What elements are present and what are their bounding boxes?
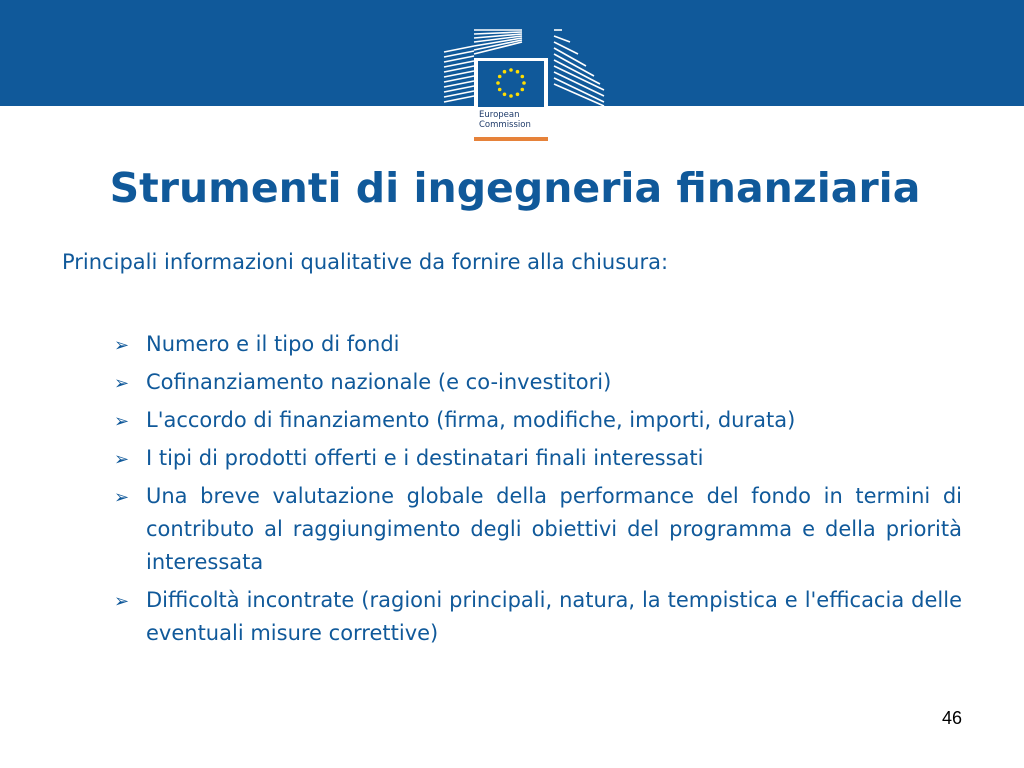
arrow-bullet-icon: ➢ bbox=[114, 487, 130, 508]
bullet-item bbox=[112, 442, 962, 475]
bullet-item bbox=[112, 404, 962, 437]
logo-line-2: Commission bbox=[479, 120, 531, 130]
bullet-text: Una breve valutazione globale della performance del fondo in termini di contributo al raggiungimento degli obiettivi del programma e della priorità interessata bbox=[146, 484, 962, 574]
arrow-bullet-icon: ➢ bbox=[114, 335, 130, 356]
logo-accent-bar bbox=[474, 137, 548, 141]
bullet-text: Difficoltà incontrate (ragioni principali, natura, la tempistica e l'efficacia delle eventuali misure correttive) bbox=[146, 588, 962, 645]
arrow-bullet-icon: ➢ bbox=[114, 449, 130, 470]
bullet-item bbox=[112, 480, 962, 579]
bullet-text: I tipi di prodotti offerti e i destinatari finali interessati bbox=[146, 446, 704, 470]
bullet-item bbox=[112, 366, 962, 399]
bullet-item bbox=[112, 584, 962, 650]
page-number: 46 bbox=[941, 708, 962, 728]
bullet-list bbox=[112, 328, 962, 655]
logo-text bbox=[479, 110, 549, 130]
slide-title: Strumenti di ingegneria finanziaria bbox=[109, 164, 921, 212]
logo-line-1: European bbox=[479, 110, 520, 120]
arrow-bullet-icon: ➢ bbox=[114, 411, 130, 432]
bullet-item bbox=[112, 328, 962, 361]
arrow-bullet-icon: ➢ bbox=[114, 373, 130, 394]
bullet-text: Numero e il tipo di fondi bbox=[146, 332, 400, 356]
bullet-text: Cofinanziamento nazionale (e co-investitori) bbox=[146, 370, 612, 394]
arrow-bullet-icon: ➢ bbox=[114, 591, 130, 612]
bullet-text: L'accordo di finanziamento (firma, modifiche, importi, durata) bbox=[146, 408, 796, 432]
intro-text: Principali informazioni qualitative da fornire alla chiusura: bbox=[62, 250, 669, 274]
